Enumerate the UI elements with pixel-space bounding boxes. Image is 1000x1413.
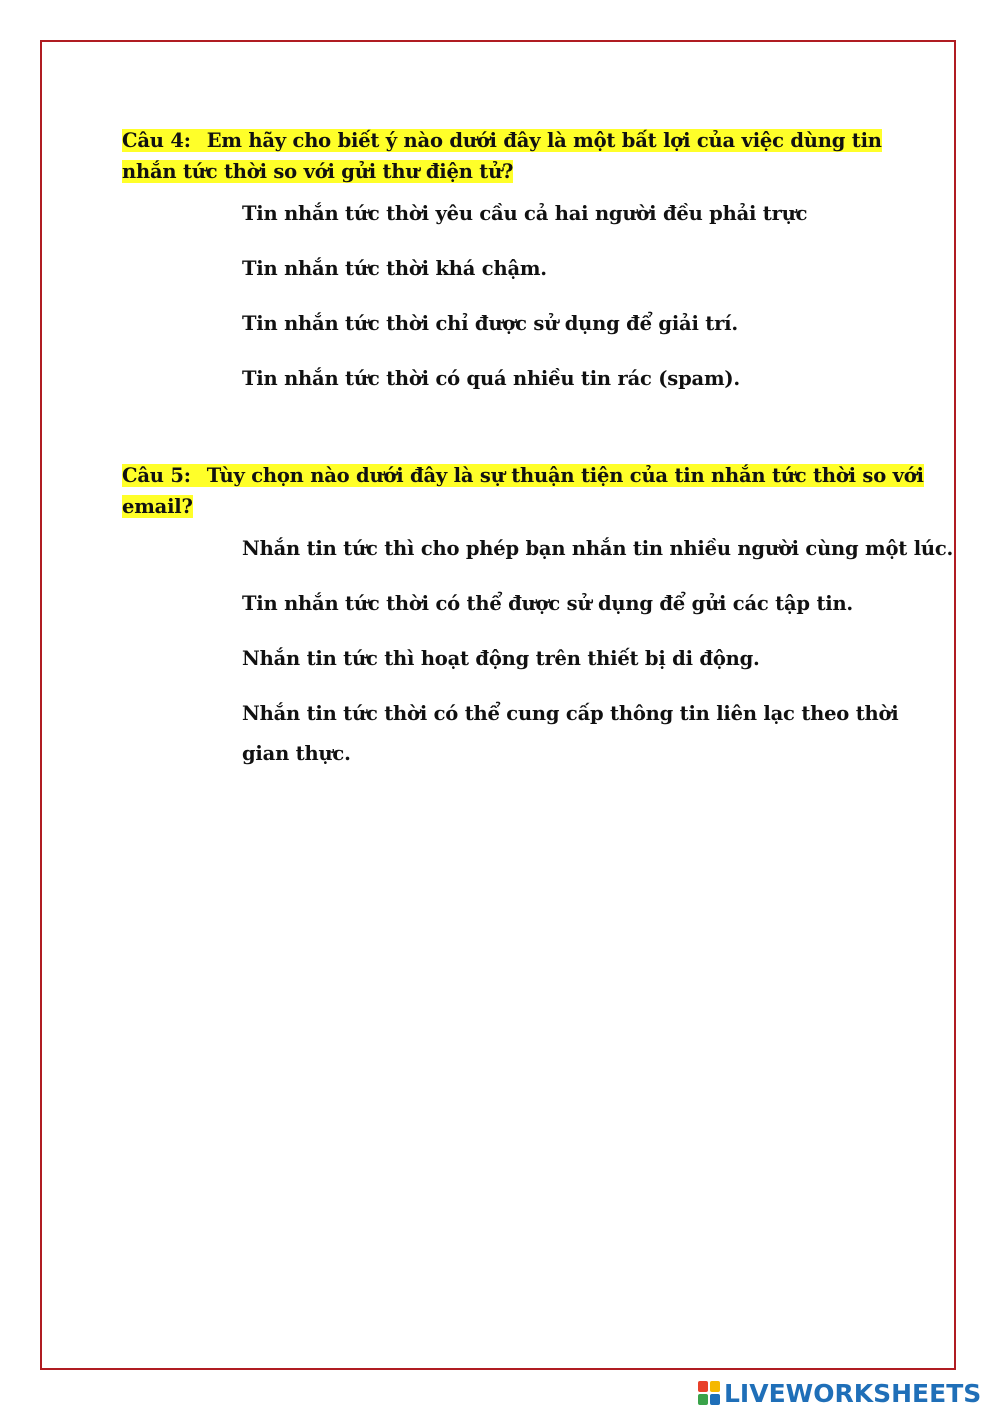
question-4-option-1[interactable]: Tin nhắn tức thời yêu cầu cả hai người đều phải trực <box>242 202 808 225</box>
question-5-option-3[interactable]: Nhắn tin tức thì hoạt động trên thiết bị di động. <box>242 647 760 670</box>
question-text: Tùy chọn nào dưới đây là sự thuận tiện của tin nhắn tức thời so với email? <box>122 464 924 518</box>
question-4-option-2[interactable]: Tin nhắn tức thời khá chậm. <box>242 257 547 280</box>
question-5-option-1[interactable]: Nhắn tin tức thì cho phép bạn nhắn tin nhiều người cùng một lúc. <box>242 537 954 560</box>
liveworksheets-logo-icon <box>698 1381 720 1405</box>
question-5-option-2[interactable]: Tin nhắn tức thời có thể được sử dụng để gửi các tập tin. <box>242 592 854 615</box>
brand-name: LIVEWORKSHEETS <box>724 1378 982 1408</box>
question-number: Câu 4: <box>122 129 191 152</box>
question-number: Câu 5: <box>122 464 191 487</box>
question-text: Em hãy cho biết ý nào dưới đây là một bất lợi của việc dùng tin nhắn tức thời so với gửi thư điện tử? <box>122 129 882 183</box>
question-5-option-4[interactable]: Nhắn tin tức thời có thể cung cấp thông tin liên lạc theo thời gian thực. <box>242 702 899 765</box>
question-5 <box>122 460 940 522</box>
footer-brand <box>698 1378 981 1408</box>
question-4-option-4[interactable]: Tin nhắn tức thời có quá nhiều tin rác (spam). <box>242 367 740 390</box>
question-4-option-3[interactable]: Tin nhắn tức thời chỉ được sử dụng để giải trí. <box>242 312 738 335</box>
question-4 <box>122 125 940 187</box>
